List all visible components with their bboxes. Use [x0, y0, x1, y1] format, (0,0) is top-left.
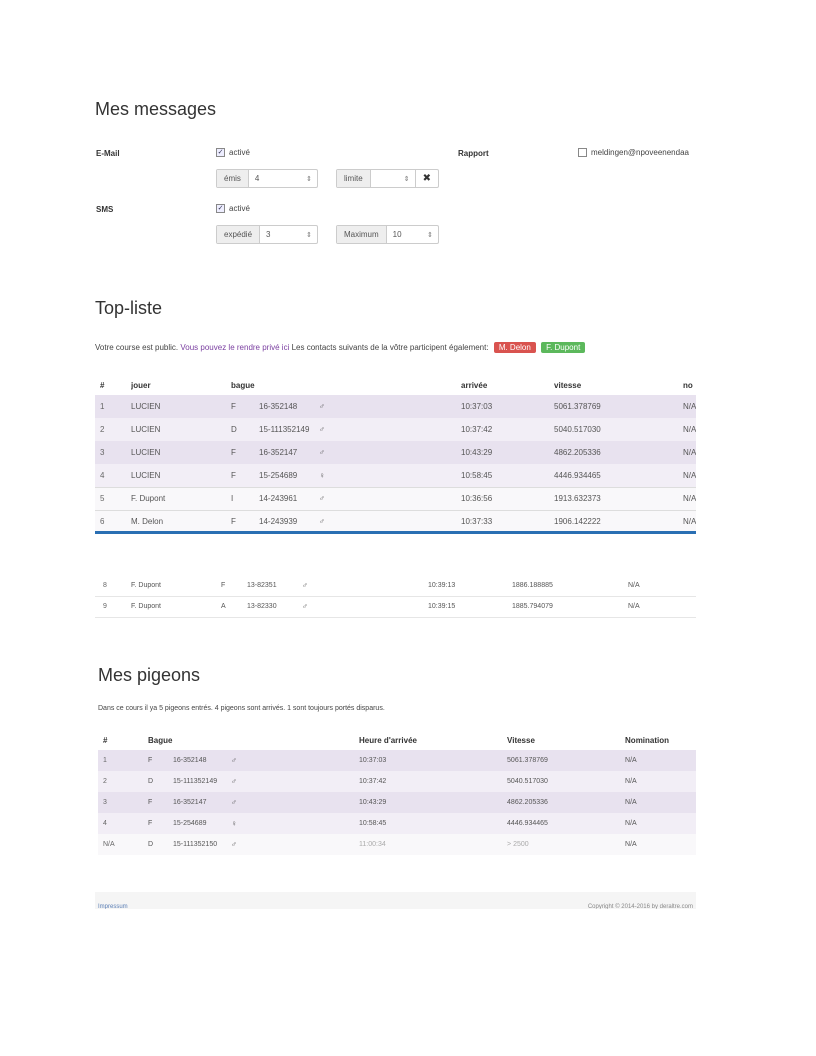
nomination-cell: N/A	[683, 470, 696, 480]
rank-cell: 3	[103, 799, 107, 806]
table-row[interactable]	[95, 464, 696, 487]
sms-maximum-input[interactable]	[336, 225, 439, 244]
arrival-cell: 10:36:56	[461, 494, 493, 503]
sms-active-label: activé	[229, 204, 250, 213]
pigeons-summary: Dans ce cours il ya 5 pigeons entrés. 4 pigeons sont arrivés. 1 sont toujours portés disparus.	[98, 705, 385, 712]
player-cell: LUCIEN	[131, 448, 161, 457]
nomination-cell: N/A	[683, 425, 696, 434]
male-icon: ♂	[302, 580, 308, 590]
contact-badge[interactable]: F. Dupont	[541, 342, 585, 353]
ring-letter-cell: I	[231, 494, 234, 503]
ring-cell: 14-243939	[259, 517, 298, 527]
spinner-icon[interactable]: ⇕	[427, 231, 433, 239]
footer	[95, 892, 696, 909]
nomination-cell: N/A	[683, 517, 696, 527]
expedie-value: 3	[266, 230, 271, 239]
close-icon[interactable]: ✖	[415, 170, 438, 187]
ring-cell: 16-352147	[173, 799, 207, 806]
check-icon: ✓	[217, 149, 224, 157]
sms-label: SMS	[96, 205, 114, 214]
col-header: Vitesse	[507, 735, 535, 745]
spinner-icon[interactable]: ⇕	[306, 175, 312, 183]
ring-letter-cell: D	[231, 425, 237, 434]
rank-cell: 6	[100, 517, 105, 527]
nomination-cell: N/A	[625, 841, 637, 848]
speed-cell: 4862.205336	[507, 799, 548, 806]
player-cell: LUCIEN	[131, 425, 161, 434]
female-icon: ♀	[319, 470, 325, 480]
arrival-cell: 10:37:42	[461, 425, 493, 434]
speed-cell: 5061.378769	[554, 402, 601, 411]
speed-cell: 5040.517030	[554, 425, 601, 434]
pigeons-table	[98, 730, 696, 855]
ring-cell: 13-82351	[247, 581, 277, 589]
impressum-link[interactable]: Impressum	[98, 904, 128, 909]
rank-cell: 8	[103, 581, 107, 589]
speed-cell: 1906.142222	[554, 517, 601, 527]
ring-cell: 15-111352149	[173, 778, 218, 785]
toplist-intro	[95, 342, 585, 353]
check-icon: ✓	[217, 205, 224, 213]
toplist-table-continued	[95, 575, 696, 618]
pigeons-title: Mes pigeons	[98, 665, 201, 685]
maximum-addon: Maximum	[337, 226, 387, 243]
expedie-addon: expédié	[217, 226, 260, 243]
table-row[interactable]	[95, 510, 696, 533]
male-icon: ♂	[231, 840, 237, 849]
intro-text: Votre course est public.	[95, 343, 179, 352]
ring-letter-cell: D	[148, 841, 154, 848]
toplist-title: Top-liste	[95, 298, 163, 318]
speed-cell: 4862.205336	[554, 448, 601, 457]
nomination-cell: N/A	[628, 581, 640, 589]
speed-cell: 1913.632373	[554, 494, 601, 503]
player-cell: M. Delon	[131, 517, 164, 527]
arrival-cell: 10:43:29	[359, 799, 387, 806]
sms-expedie-input[interactable]	[216, 225, 318, 244]
ring-letter-cell: A	[221, 603, 226, 610]
checkbox-icon	[578, 148, 587, 157]
rank-cell: 2	[103, 778, 107, 785]
limite-value	[371, 170, 404, 187]
col-header: jouer	[131, 380, 151, 390]
table-row[interactable]	[98, 813, 696, 834]
toplist-table2-wrap	[95, 575, 696, 618]
emis-addon: émis	[217, 170, 249, 187]
table-row[interactable]	[98, 834, 696, 855]
ring-cell: 16-352148	[173, 757, 207, 764]
contact-badge[interactable]: M. Delon	[494, 342, 536, 353]
nomination-cell: N/A	[625, 757, 637, 764]
speed-cell: 4446.934465	[507, 820, 548, 827]
nomination-cell: N/A	[683, 494, 696, 503]
emis-value: 4	[254, 174, 260, 183]
private-link[interactable]: Vous pouvez le rendre privé ici	[180, 343, 290, 352]
ring-letter-cell: F	[231, 402, 236, 411]
ring-cell: 16-352147	[259, 448, 298, 457]
nomination-cell: N/A	[625, 820, 637, 827]
col-header: #	[103, 735, 108, 745]
rapport-label: Rapport	[458, 149, 489, 158]
limite-addon: limite	[337, 170, 371, 187]
table-row[interactable]	[95, 418, 696, 441]
col-header: #	[100, 380, 105, 390]
male-icon: ♂	[319, 425, 325, 434]
ring-letter-cell: F	[148, 757, 153, 764]
arrival-cell: 10:37:33	[461, 517, 493, 527]
divider	[95, 531, 696, 534]
arrival-cell: 10:37:03	[359, 757, 387, 764]
rapport-checkbox[interactable]	[578, 148, 696, 157]
table-row[interactable]	[95, 395, 696, 418]
nomination-cell: N/A	[628, 603, 640, 610]
male-icon: ♂	[319, 494, 325, 503]
toplist-table-wrap	[95, 375, 696, 533]
ring-cell: 15-254689	[259, 470, 298, 480]
player-cell: LUCIEN	[131, 470, 161, 480]
table-row[interactable]	[98, 771, 696, 792]
spinner-icon[interactable]: ⇕	[403, 175, 410, 183]
rank-cell: 2	[100, 425, 105, 434]
rank-cell: 1	[100, 402, 105, 411]
male-icon: ♂	[231, 798, 237, 807]
rapport-email: meldingen@npoveenendaa	[591, 148, 689, 157]
contacts-text: Les contacts suivants de la vôtre participent également:	[291, 343, 489, 352]
email-limite-input[interactable]	[336, 169, 439, 188]
player-cell: F. Dupont	[131, 581, 161, 589]
copyright-text: Copyright © 2014-2016 by deraltre.com	[587, 904, 693, 909]
ring-cell: 13-82330	[247, 603, 277, 610]
nomination-cell: N/A	[683, 402, 696, 411]
ring-letter-cell: D	[148, 778, 154, 785]
ring-letter-cell: F	[148, 799, 153, 806]
col-header: vitesse	[554, 380, 582, 390]
toplist-header-row	[95, 375, 696, 395]
col-header: Heure d'arrivée	[359, 735, 417, 745]
col-header: Nomination	[625, 735, 670, 745]
email-emis-input[interactable]	[216, 169, 318, 188]
arrival-cell: 10:58:45	[461, 470, 493, 480]
speed-cell: 4446.934465	[554, 470, 601, 480]
ring-cell: 14-243961	[259, 494, 298, 503]
col-header: Bague	[148, 735, 173, 745]
nomination-cell: N/A	[625, 778, 637, 785]
ring-cell: 16-352148	[259, 402, 298, 411]
rank-cell: N/A	[103, 841, 115, 848]
ring-letter-cell: F	[231, 448, 236, 457]
arrival-cell: 10:39:15	[428, 603, 456, 610]
rank-cell: 9	[103, 603, 107, 610]
arrival-cell: 10:37:03	[461, 402, 493, 411]
ring-letter-cell: F	[221, 581, 226, 589]
male-icon: ♂	[319, 517, 325, 527]
speed-cell: 1886.188885	[512, 581, 553, 589]
ring-letter-cell: F	[231, 517, 236, 527]
pigeons-table-wrap	[98, 730, 696, 855]
arrival-cell: 10:43:29	[461, 448, 493, 457]
col-header: no	[683, 380, 693, 390]
pigeons-header-row	[98, 730, 696, 750]
male-icon: ♂	[231, 777, 237, 786]
rank-cell: 4	[103, 820, 107, 827]
rank-cell: 1	[103, 757, 107, 764]
ring-cell: 15-111352149	[259, 425, 310, 434]
table-row[interactable]	[98, 792, 696, 813]
arrival-cell: 10:39:13	[428, 581, 456, 589]
toplist-table	[95, 375, 696, 533]
ring-cell: 15-111352150	[173, 841, 218, 848]
spinner-icon[interactable]: ⇕	[306, 231, 312, 239]
email-active-checkbox[interactable]	[216, 148, 250, 157]
table-row[interactable]	[95, 487, 696, 510]
arrival-cell: 10:58:45	[359, 820, 387, 827]
rank-cell: 3	[100, 448, 105, 457]
table-row[interactable]	[95, 441, 696, 464]
email-active-label: activé	[229, 148, 250, 157]
arrival-cell: 11:00:34	[359, 841, 386, 848]
male-icon: ♂	[319, 402, 325, 411]
rank-cell: 5	[100, 494, 105, 503]
female-icon: ♀	[231, 819, 237, 828]
email-label: E-Mail	[96, 149, 120, 158]
maximum-value: 10	[392, 230, 402, 239]
rank-cell: 4	[100, 470, 105, 480]
col-header: arrivée	[461, 380, 488, 390]
table-row[interactable]	[95, 575, 696, 596]
ring-letter-cell: F	[148, 820, 153, 827]
table-row[interactable]	[98, 750, 696, 771]
nomination-cell: N/A	[683, 448, 696, 457]
ring-cell: 15-254689	[173, 820, 207, 827]
player-cell: LUCIEN	[131, 402, 161, 411]
male-icon: ♂	[302, 602, 308, 611]
speed-cell: 5040.517030	[507, 778, 548, 785]
nomination-cell: N/A	[625, 799, 637, 806]
player-cell: F. Dupont	[131, 494, 166, 503]
col-header: bague	[231, 380, 255, 390]
ring-letter-cell: F	[231, 470, 236, 480]
table-row[interactable]	[95, 596, 696, 617]
speed-cell: 5061.378769	[507, 757, 548, 764]
messages-title: Mes messages	[95, 99, 217, 119]
sms-active-checkbox[interactable]	[216, 204, 250, 213]
player-cell: F. Dupont	[131, 603, 161, 610]
speed-cell: > 2500	[507, 841, 529, 848]
male-icon: ♂	[319, 448, 325, 457]
male-icon: ♂	[231, 756, 237, 765]
speed-cell: 1885.794079	[512, 603, 553, 610]
arrival-cell: 10:37:42	[359, 778, 387, 785]
